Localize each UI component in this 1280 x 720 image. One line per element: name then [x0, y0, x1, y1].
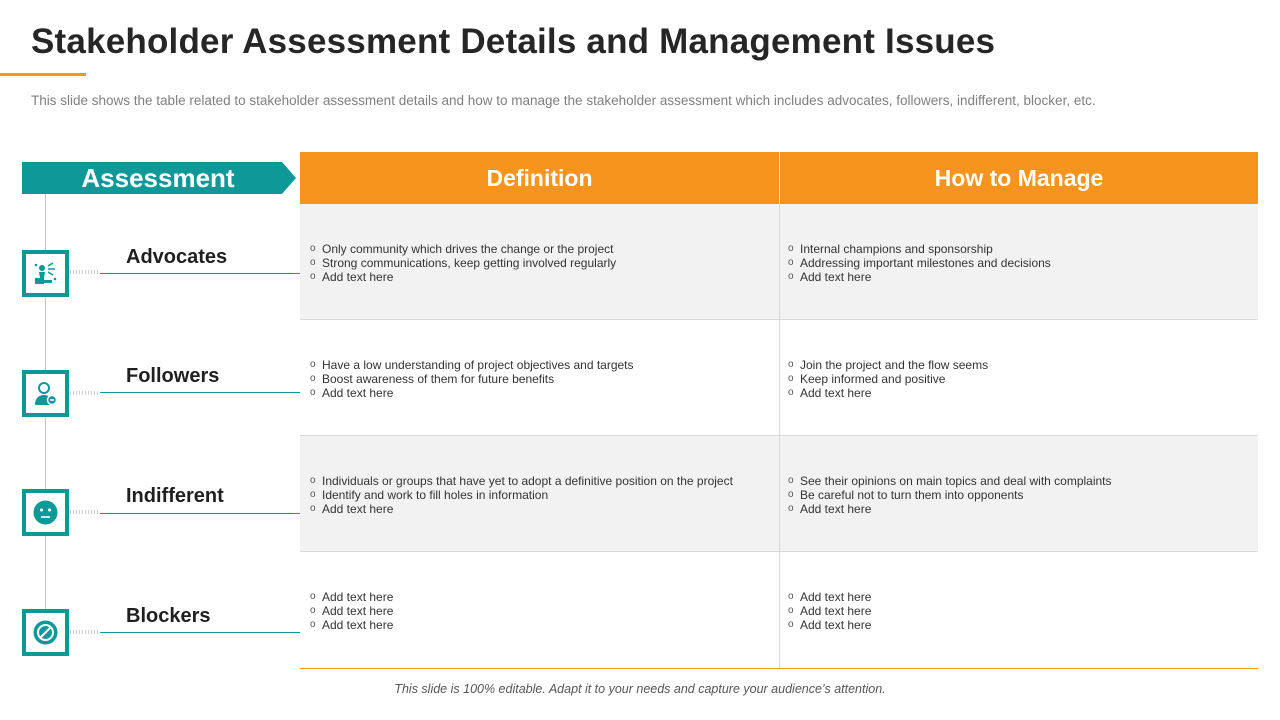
definition-cell [300, 552, 779, 668]
row-underline [100, 632, 300, 633]
block-icon [31, 618, 60, 647]
bullet-marker: o [310, 271, 316, 282]
manage-cell [780, 436, 1258, 552]
list-item [782, 358, 988, 372]
list-item [304, 372, 634, 386]
list-item-text: Add text here [322, 590, 394, 604]
list-item [782, 372, 988, 386]
bullet-marker: o [788, 359, 794, 370]
table-header [300, 152, 1258, 204]
bullet-marker: o [788, 257, 794, 268]
bullet-marker: o [788, 619, 794, 630]
bullet-marker: o [788, 503, 794, 514]
list-item-text: Addressing important milestones and decisions [800, 256, 1051, 270]
list-item-text: Individuals or groups that have yet to adopt a definitive position on the project [322, 474, 733, 488]
list-item [304, 604, 393, 618]
list-item [304, 474, 733, 488]
row-underline [100, 392, 300, 393]
list-item [304, 270, 616, 284]
column-divider [779, 204, 780, 668]
advocate-icon-box [22, 250, 69, 297]
neutral-face-icon-box [22, 489, 69, 536]
list-item [782, 502, 1112, 516]
assessment-header [22, 162, 296, 194]
list-item-text: See their opinions on main topics and deal with complaints [800, 474, 1112, 488]
list-item [782, 256, 1051, 270]
list-item [782, 590, 871, 604]
list-item-text: Add text here [800, 270, 872, 284]
list-item-text: Only community which drives the change or the project [322, 242, 614, 256]
advocate-icon [31, 259, 60, 288]
bullet-marker: o [310, 359, 316, 370]
follower-icon [31, 379, 60, 408]
list-item-text: Add text here [322, 270, 394, 284]
list-item [782, 618, 871, 632]
bullet-marker: o [310, 489, 316, 500]
neutral-face-icon [31, 498, 60, 527]
bullet-marker: o [310, 503, 316, 514]
bullet-marker: o [310, 619, 316, 630]
list-item-text: Keep informed and positive [800, 372, 946, 386]
bullet-marker: o [788, 591, 794, 602]
list-item-text: Add text here [322, 618, 394, 632]
list-item-text: Add text here [800, 386, 872, 400]
list-item-text: Have a low understanding of project objectives and targets [322, 358, 634, 372]
bullet-marker: o [788, 243, 794, 254]
list-item [782, 474, 1112, 488]
column-header-definition: Definition [486, 165, 593, 191]
list-item [304, 386, 634, 400]
table-bottom-border [300, 668, 1258, 669]
list-item [782, 242, 1051, 256]
list-item [304, 502, 733, 516]
list-item-text: Add text here [800, 502, 872, 516]
row-label-blockers: Blockers [126, 605, 211, 627]
row-label-indifferent: Indifferent [126, 485, 224, 507]
bullet-marker: o [788, 387, 794, 398]
connector-dots [70, 510, 100, 514]
title-underline [0, 73, 86, 76]
bullet-marker: o [310, 373, 316, 384]
list-item-text: Be careful not to turn them into opponents [800, 488, 1024, 502]
bullet-marker: o [310, 591, 316, 602]
list-item-text: Add text here [322, 502, 394, 516]
connector-dots [70, 391, 100, 395]
footer-note: This slide is 100% editable. Adapt it to your needs and capture your audience’s attention. [394, 682, 886, 696]
follower-icon-box [22, 370, 69, 417]
definition-cell [300, 436, 779, 552]
bullet-marker: o [788, 489, 794, 500]
row-underline [100, 273, 300, 274]
list-item-text: Strong communications, keep getting involved regularly [322, 256, 617, 270]
row-label-followers: Followers [126, 365, 220, 387]
bullet-marker: o [788, 271, 794, 282]
list-item [782, 386, 988, 400]
bullet-marker: o [310, 605, 316, 616]
page-subtitle: This slide shows the table related to stakeholder assessment details and how to manage the stakeholder assessment which includes advocates, followers, indifferent, blocker, etc. [31, 93, 1096, 108]
list-item-text: Add text here [800, 590, 872, 604]
list-item [304, 358, 634, 372]
block-icon-box [22, 609, 69, 656]
list-item [782, 604, 871, 618]
row-underline [100, 513, 300, 514]
page-title: Stakeholder Assessment Details and Management Issues [31, 22, 996, 61]
list-item-text: Boost awareness of them for future benefits [322, 372, 555, 386]
list-item [304, 256, 616, 270]
assessment-header-label: Assessment [81, 163, 235, 193]
list-item-text: Add text here [322, 386, 394, 400]
list-item-text: Add text here [800, 618, 872, 632]
bullet-marker: o [310, 387, 316, 398]
manage-cell [780, 204, 1258, 320]
bullet-marker: o [788, 373, 794, 384]
row-label-advocates: Advocates [126, 246, 228, 268]
list-item-text: Add text here [322, 604, 394, 618]
bullet-marker: o [788, 605, 794, 616]
manage-cell [780, 320, 1258, 436]
list-item [782, 488, 1112, 502]
list-item [304, 488, 733, 502]
list-item [304, 618, 393, 632]
list-item-text: Join the project and the flow seems [800, 358, 989, 372]
connector-dots [70, 270, 100, 274]
column-header-how-to-manage: How to Manage [934, 165, 1104, 191]
list-item-text: Identify and work to fill holes in information [322, 488, 549, 502]
list-item-text: Internal champions and sponsorship [800, 242, 993, 256]
list-item [782, 270, 1051, 284]
list-item-text: Add text here [800, 604, 872, 618]
definition-cell [300, 320, 779, 436]
list-item [304, 590, 393, 604]
bullet-marker: o [310, 243, 316, 254]
list-item [304, 242, 616, 256]
bullet-marker: o [788, 475, 794, 486]
definition-cell [300, 204, 779, 320]
bullet-marker: o [310, 475, 316, 486]
bullet-marker: o [310, 257, 316, 268]
manage-cell [780, 552, 1258, 668]
connector-dots [70, 630, 100, 634]
